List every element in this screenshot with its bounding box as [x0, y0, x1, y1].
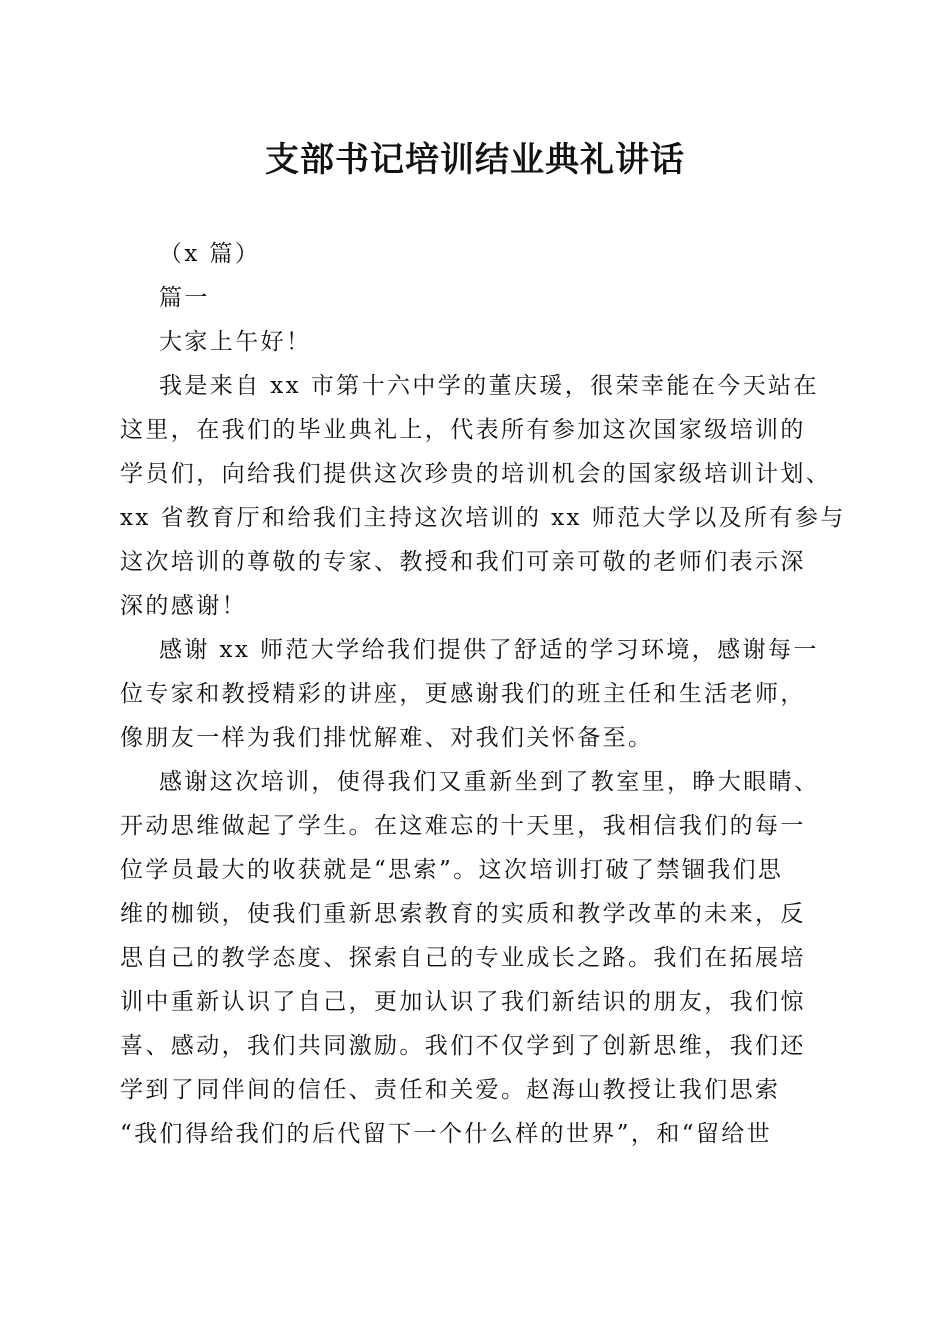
- document-title: 支部书记培训结业典礼讲话: [265, 140, 685, 180]
- text-line: 我是来自 xx 市第十六中学的董庆瑗，很荣幸能在今天站在: [159, 373, 819, 399]
- text-line: （x 篇）: [159, 241, 261, 267]
- text-line: 像朋友一样为我们排忧解难、对我们关怀备至。: [120, 725, 654, 751]
- body-paragraph: [120, 760, 832, 1156]
- text-line: 位专家和教授精彩的讲座，更感谢我们的班主任和生活老师，: [120, 681, 806, 707]
- text-line: 篇一: [159, 285, 210, 311]
- body-paragraph: [120, 628, 832, 760]
- paragraph-count-note: [120, 232, 832, 276]
- text-line: 开动思维做起了学生。在这难忘的十天里，我相信我们的每一: [120, 813, 806, 839]
- section-heading: [120, 276, 832, 320]
- text-line: 大家上午好！: [159, 329, 312, 355]
- text-line: 感谢这次培训，使得我们又重新坐到了教室里，睁大眼睛、: [159, 769, 820, 795]
- greeting-paragraph: [120, 320, 832, 364]
- text-line: xx 省教育厅和给我们主持这次培训的 xx 师范大学以及所有参与: [120, 505, 846, 531]
- text-line: 感谢 xx 师范大学给我们提供了舒适的学习环境，感谢每一: [159, 637, 819, 663]
- text-line: 位学员最大的收获就是“思索”。这次培训打破了禁锢我们思: [120, 857, 784, 883]
- text-line: 深的感谢！: [120, 593, 247, 619]
- text-line: “我们得给我们的后代留下一个什么样的世界”，和“留给世: [120, 1121, 773, 1147]
- document-body: [120, 232, 846, 1156]
- text-line: 维的枷锁，使我们重新思索教育的实质和教学改革的未来，反: [120, 901, 806, 927]
- text-line: 喜、感动，我们共同激励。我们不仅学到了创新思维，我们还: [120, 1033, 806, 1059]
- text-line: 思自己的教学态度、探索自己的专业成长之路。我们在拓展培: [120, 945, 806, 971]
- body-paragraph: [120, 364, 846, 628]
- text-line: 学到了同伴间的信任、责任和关爱。赵海山教授让我们思索: [120, 1077, 781, 1103]
- text-line: 这次培训的尊敬的专家、教授和我们可亲可敬的老师们表示深: [120, 549, 806, 575]
- text-line: 学员们，向给我们提供这次珍贵的培训机会的国家级培训计划、: [120, 461, 832, 487]
- text-line: 这里，在我们的毕业典礼上，代表所有参加这次国家级培训的: [120, 417, 806, 443]
- text-line: 训中重新认识了自己，更加认识了我们新结识的朋友，我们惊: [120, 989, 806, 1015]
